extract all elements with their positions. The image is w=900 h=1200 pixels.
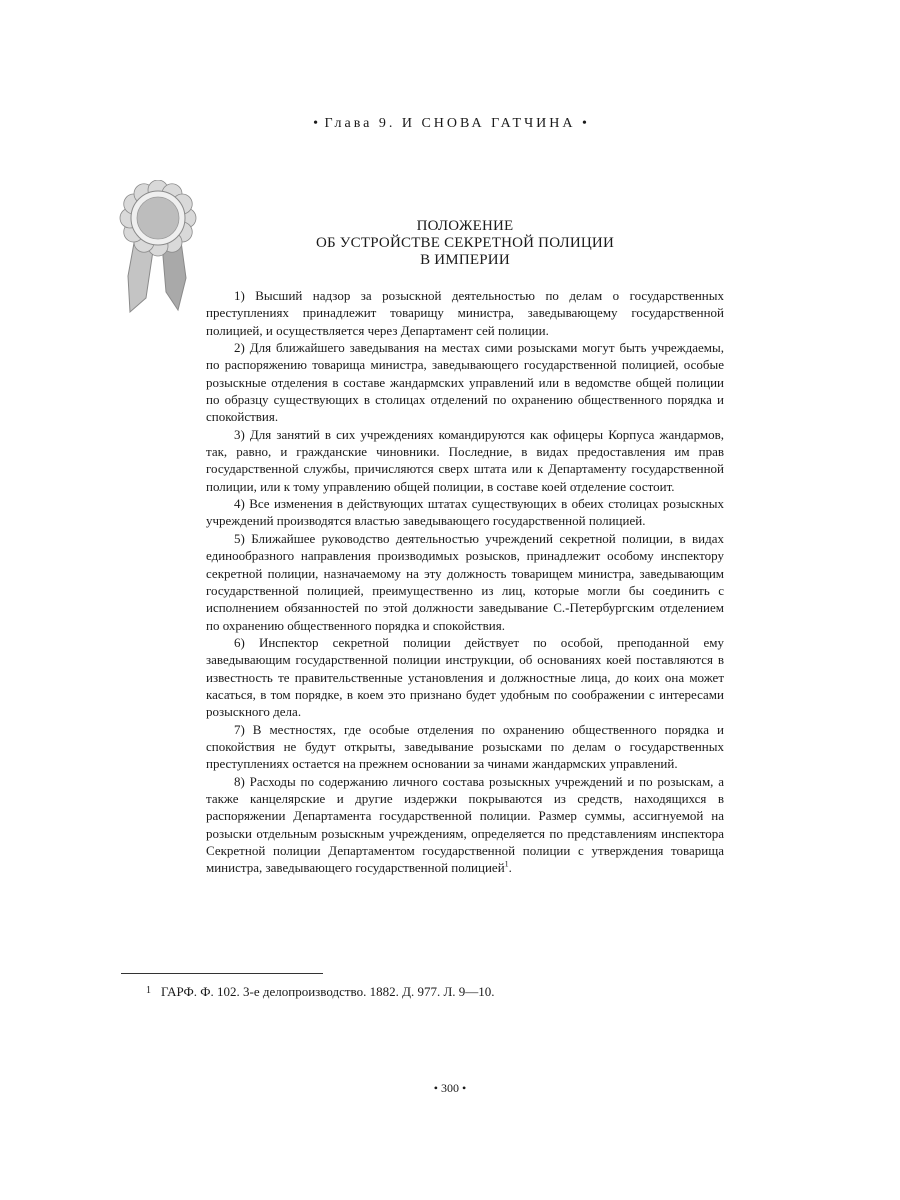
footnote-number: 1	[146, 985, 151, 996]
title-line-2: ОБ УСТРОЙСТВЕ СЕКРЕТНОЙ ПОЛИЦИИ	[316, 235, 614, 251]
header-bullet-right: •	[582, 116, 587, 131]
rosette-center	[137, 197, 179, 239]
footnote-reference[interactable]: 1	[504, 860, 509, 870]
rosette-ribbon-icon	[116, 180, 200, 322]
paragraph-2: 2) Для ближайшего заведывания на местах сими розысками могут быть учреждаемы, по распоряжению товарища министра, заведывающего государственной полицией, особые розыскные отделения в составе жандармских управлений или в ведомстве общей полиции по образцу существующих в столицах отделений по охранению общественного порядка и спокойствия.	[206, 340, 724, 425]
document-title	[206, 218, 724, 269]
paragraph-1: 1) Высший надзор за розыскной деятельностью по делам о государственных преступлениях принадлежит товарищу министра, заведывающему государственной полицией, и осуществляется через Департамент сей полиции.	[206, 288, 724, 338]
paragraph-8: 8) Расходы по содержанию личного состава розыскных учреждений и по розыскам, а также канцелярские и другие издержки покрываются из средств, находящихся в распоряжении Департамента государственной полиции. Размер суммы, ассигнуемой на розыски отдельным розыскным учреждениям, определяется по представлениям инспектора Секретной полиции Департаментом государственной полиции с утверждения товарища министра, заведывающего государственной полицией$^1$.	[206, 773, 724, 876]
title-line-1: ПОЛОЖЕНИЕ	[416, 218, 514, 234]
paragraph-7: 7) В местностях, где особые отделения по охранению общественного порядка и спокойствия не будут открыты, заведывание розысками по делам о государственных преступлениях остается на прежнем основании за чинами жандармских управлений.	[206, 721, 724, 772]
document-body	[206, 287, 724, 877]
footnote	[146, 983, 746, 1000]
title-line-3: В ИМПЕРИИ	[420, 252, 510, 268]
footnote-divider	[121, 973, 323, 974]
paragraph-4: 4) Все изменения в действующих штатах существующих в обеих столицах розыскных учреждений производятся властью заведывающего государственной полицией.	[206, 496, 724, 529]
page-number: • 300 •	[433, 1081, 467, 1095]
paragraph-5: 5) Ближайшее руководство деятельностью учреждений секретной полиции, в видах единообразного направления производимых розысков, принадлежит особому инспектору секретной полиции, назначаемому на эту должность товарищем министра, заведывающим государственной полицией, преимущественно из лиц, которые могли бы соединить с исполнением обязанностей по этой должности заведывание С.-Петербургским отделением по охранению общественного порядка и спокойствия.	[206, 530, 724, 633]
paragraph-3: 3) Для занятий в сих учреждениях командируются как офицеры Корпуса жандармов, так, равно, и гражданские чиновники. Последние, в видах предоставления им прав государственной службы, причисляются сверх штата или к Департаменту государственной полиции, или к тому управлению общей полиции, в составе коей отделение состоит.	[206, 426, 724, 494]
header-bullet-left: •	[313, 116, 318, 131]
header-chapter-title: Глава 9. И СНОВА ГАТЧИНА	[324, 116, 576, 131]
footnote-text: ГАРФ. Ф. 102. 3-е делопроизводство. 1882. Д. 977. Л. 9—10.	[161, 984, 495, 999]
paragraph-6: 6) Инспектор секретной полиции действует по особой, преподанной ему заведывающим государственной полиции инструкции, об основаниях коей поставляются в известность те правительственные установления и должностные лица, до коих она может касаться, в том порядке, в коем это признано будет удобным по соображении с интересами розыскного дела.	[206, 634, 724, 720]
running-header	[0, 116, 900, 132]
paragraph-8-text: 8) Расходы по содержанию личного состава розыскных учреждений и по розыскам, а также канцелярские и другие издержки покрываются из средств, находящихся в распоряжении Департамента государственной полиции. Размер суммы, ассигнуемой на розыски отдельным розыскным учреждениям, определяется по представлениям инспектора Секретной полиции Департаментом государственной полиции с утверждения товарища министра, заведывающего государственной полицией	[206, 773, 724, 876]
